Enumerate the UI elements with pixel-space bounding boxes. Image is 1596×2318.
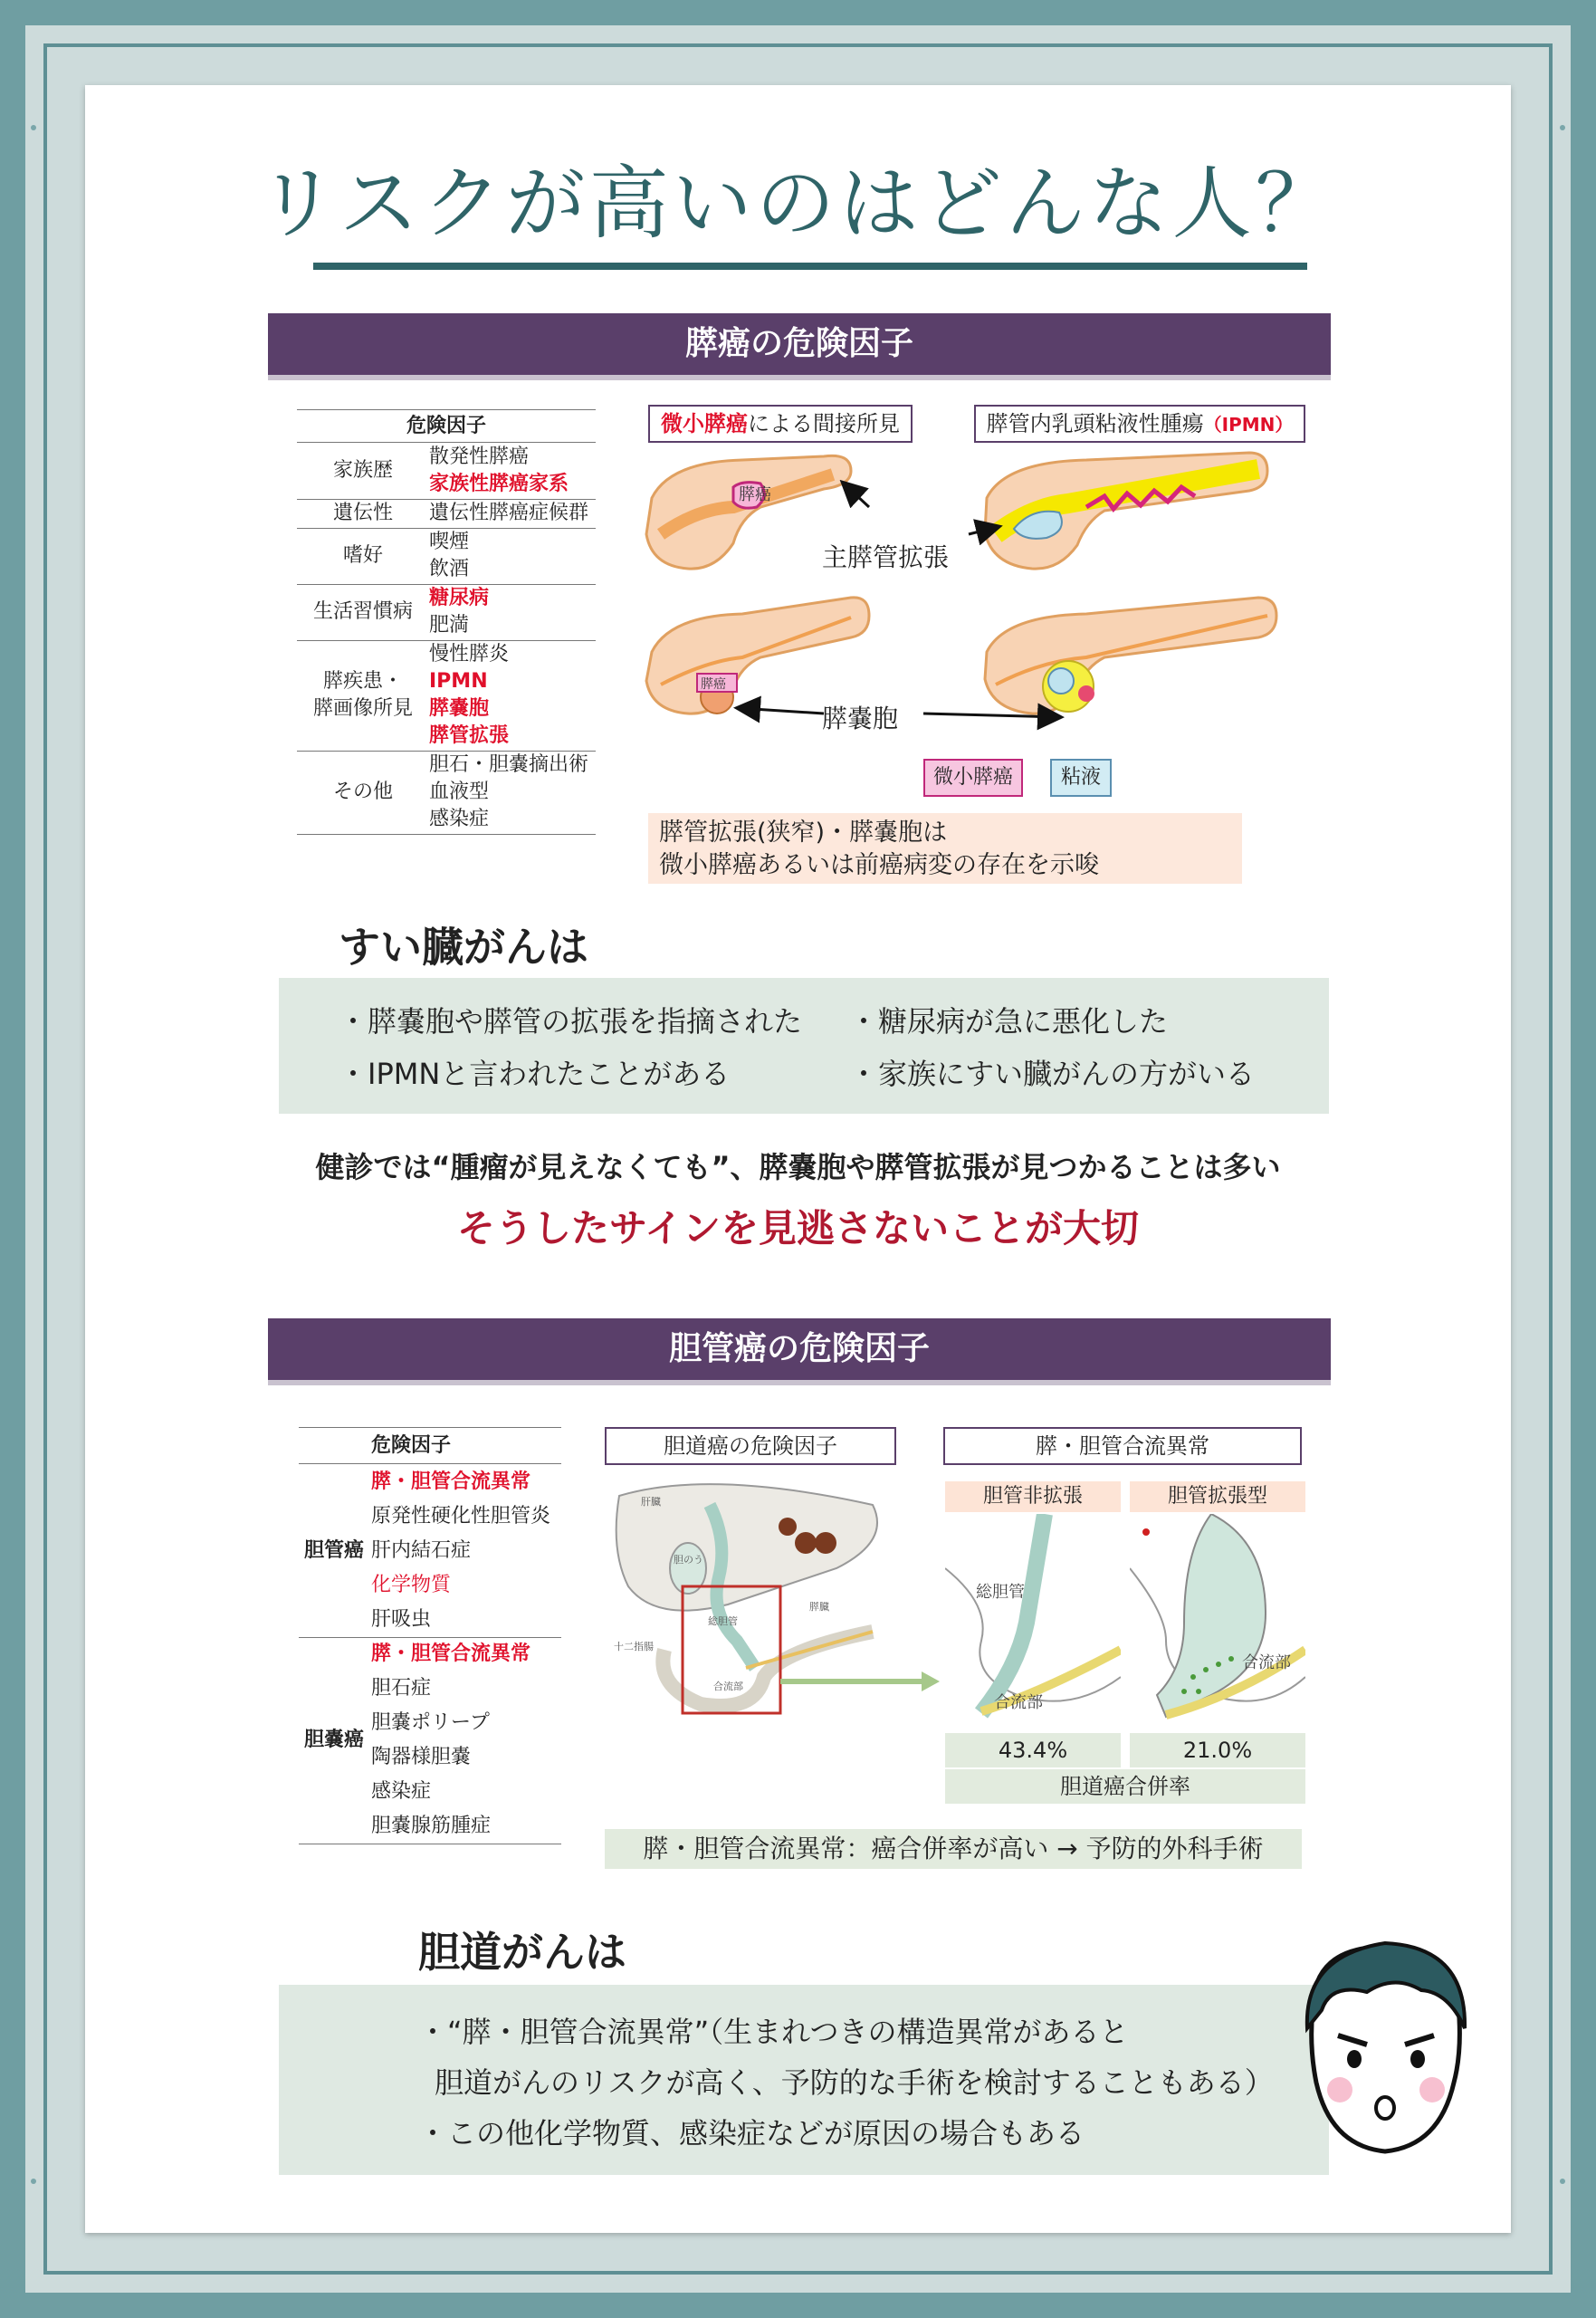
table-category: 生活習慣病 — [312, 600, 413, 623]
table-item: 家族性膵癌家系 — [429, 473, 569, 495]
non-dilated-rate: 43.4% — [945, 1733, 1121, 1767]
pancreas-note-line1: 膵管拡張(狭窄)・膵嚢胞は — [659, 819, 948, 847]
pancreas-ipmn-diagram — [985, 453, 1267, 569]
table-item: 膵管拡張 — [429, 724, 510, 747]
dilated-header: 胆管拡張型 — [1130, 1481, 1305, 1512]
frame-dot — [1560, 125, 1565, 130]
table-item: 慢性膵炎 — [429, 643, 510, 666]
table-item: 血液型 — [429, 781, 490, 803]
table-item: 肥満 — [429, 614, 470, 637]
pancreas-bullet: ・IPMNと言われたことがある — [339, 1057, 731, 1091]
table-category: 嗜好 — [342, 544, 383, 567]
pbm-diagram-label: 膵・胆管合流異常 — [943, 1427, 1302, 1465]
table-item: 陶器様胆嚢 — [371, 1746, 472, 1768]
page-title: リスクが高いのはどんな人？ — [257, 157, 1339, 250]
zoom-arrow — [780, 1668, 943, 1695]
frame-dot — [31, 2179, 36, 2184]
gallbladder-label: 胆のう — [674, 1554, 703, 1566]
table-item: IPMN — [429, 670, 488, 693]
table-item: 原発性硬化性胆管炎 — [371, 1505, 551, 1528]
pancreas-bullet: ・家族にすい臓がんの方がいる — [849, 1057, 1256, 1091]
non-dilated-header: 胆管非拡張 — [945, 1481, 1121, 1512]
pancreas-bullet: ・糖尿病が急に悪化した — [849, 1004, 1169, 1039]
table-item: 遺伝性膵癌症候群 — [429, 502, 589, 524]
bile-section-band: 胆管癌の危険因子 — [268, 1318, 1331, 1385]
svg-text:膵癌: 膵癌 — [739, 485, 771, 504]
micro-cancer-text: 微小膵癌 — [661, 411, 748, 436]
junction-label: 合流部 — [713, 1681, 743, 1692]
dilated-junction-label: 合流部 — [1242, 1653, 1291, 1672]
dilated-rate: 21.0% — [1130, 1733, 1305, 1767]
non-dilated-junction-label: 合流部 — [994, 1693, 1043, 1712]
title-underline — [313, 263, 1307, 270]
table-item: 感染症 — [371, 1780, 432, 1803]
table-header: 危険因子 — [406, 415, 486, 437]
non-dilated-cbd-label: 総胆管 — [976, 1583, 1025, 1602]
table-category: 胆管癌 — [304, 1539, 365, 1562]
table-item: 胆石症 — [371, 1677, 432, 1700]
table-category: 家族歴 — [332, 459, 393, 482]
table-item: 糖尿病 — [429, 587, 490, 609]
table-rule — [297, 442, 596, 443]
ipmn-full-text: 膵管内乳頭粘液性腫瘍 — [986, 411, 1204, 436]
table-category: 遺伝性 — [332, 502, 393, 524]
pancreas-main-duct-diagram — [646, 455, 851, 569]
liver-label: 肝臓 — [641, 1496, 661, 1508]
table-item: 喫煙 — [429, 531, 470, 553]
table-category: 膵画像所見 — [312, 697, 413, 720]
pancreas-heading: すい臓がんは — [339, 923, 588, 972]
legend-micro-cancer: 微小膵癌 — [923, 759, 1023, 797]
pancreas-note-box — [648, 813, 1242, 884]
indirect-findings-label — [648, 405, 913, 443]
pancreas-diagrams — [634, 444, 1285, 742]
table-category: 胆嚢癌 — [304, 1729, 365, 1751]
pancreas-cyst-diagram — [646, 598, 869, 714]
table-category: その他 — [332, 781, 393, 803]
pancreas-note-line2: 微小膵癌あるいは前癌病変の存在を示唆 — [659, 851, 1099, 879]
table-item: 化学物質 — [371, 1574, 452, 1596]
main-duct-dilation-label: 主膵管拡張 — [822, 542, 950, 572]
pancreas-bullet: ・膵嚢胞や膵管の拡張を指摘された — [339, 1004, 803, 1039]
table-item: 感染症 — [429, 808, 490, 830]
ipmn-abbrev-text: （IPMN） — [1203, 414, 1294, 436]
table-header: 危険因子 — [371, 1434, 452, 1457]
pancreas-cyst-mucus-diagram — [985, 598, 1276, 714]
checkup-message: 健診では“腫瘤が見えなくても”、膵嚢胞や膵管拡張が見つかることは多い — [315, 1150, 1281, 1184]
rate-label: 胆道癌合併率 — [945, 1769, 1305, 1804]
bile-bullet: ・この他化学物質、感染症などが原因の場合もある — [418, 2116, 1085, 2150]
bile-bullet-cont: 胆道がんのリスクが高く、予防的な手術を検討することもある） — [435, 2065, 1274, 2100]
biliary-risk-diagram-label: 胆道癌の危険因子 — [605, 1427, 896, 1465]
table-item: 膵・胆管合流異常 — [371, 1470, 531, 1493]
table-rule — [299, 1637, 561, 1638]
important-message: そうしたサインを見逃さないことが大切 — [456, 1206, 1140, 1250]
frame-dot — [31, 125, 36, 130]
bile-heading: 胆道がんは — [418, 1928, 626, 1977]
table-item: 飲酒 — [429, 558, 470, 580]
pancreas-bullet-box — [279, 978, 1329, 1114]
indirect-findings-text: による間接所見 — [748, 411, 900, 436]
table-rule — [299, 1427, 561, 1428]
pancreas-section-band: 膵癌の危険因子 — [268, 313, 1331, 380]
table-category: 膵疾患・ — [322, 670, 403, 693]
worried-face-illustration — [1295, 1938, 1476, 2164]
legend-mucus: 粘液 — [1050, 759, 1112, 797]
svg-text:膵癌: 膵癌 — [701, 677, 726, 692]
table-item: 肝内結石症 — [371, 1539, 472, 1562]
frame-dot — [1560, 2179, 1565, 2184]
table-rule — [299, 1463, 561, 1464]
table-item: 肝吸虫 — [371, 1608, 432, 1631]
table-item: 膵嚢胞 — [429, 697, 490, 720]
table-item: 胆石・胆嚢摘出術 — [429, 753, 589, 776]
table-rule — [297, 409, 596, 410]
dilated-diagram — [1130, 1514, 1305, 1728]
ipmn-label — [974, 405, 1305, 443]
non-dilated-diagram — [945, 1514, 1121, 1728]
cbd-label: 総胆管 — [708, 1615, 738, 1627]
table-item: 胆嚢腺筋腫症 — [371, 1815, 492, 1837]
duodenum-label: 十二指腸 — [614, 1641, 654, 1652]
table-item: 胆嚢ポリープ — [371, 1711, 490, 1734]
pbm-note: 膵・胆管合流異常：癌合併率が高い → 予防的外科手術 — [605, 1829, 1302, 1869]
bile-bullet: ・“膵・胆管合流異常”（生まれつきの構造異常があると — [418, 2015, 1129, 2049]
table-item: 散発性膵癌 — [429, 445, 530, 468]
table-rule — [297, 834, 596, 835]
pancreatic-cyst-label: 膵嚢胞 — [822, 704, 899, 733]
pancreas-label: 膵臓 — [809, 1601, 829, 1613]
table-item: 膵・胆管合流異常 — [371, 1643, 531, 1665]
